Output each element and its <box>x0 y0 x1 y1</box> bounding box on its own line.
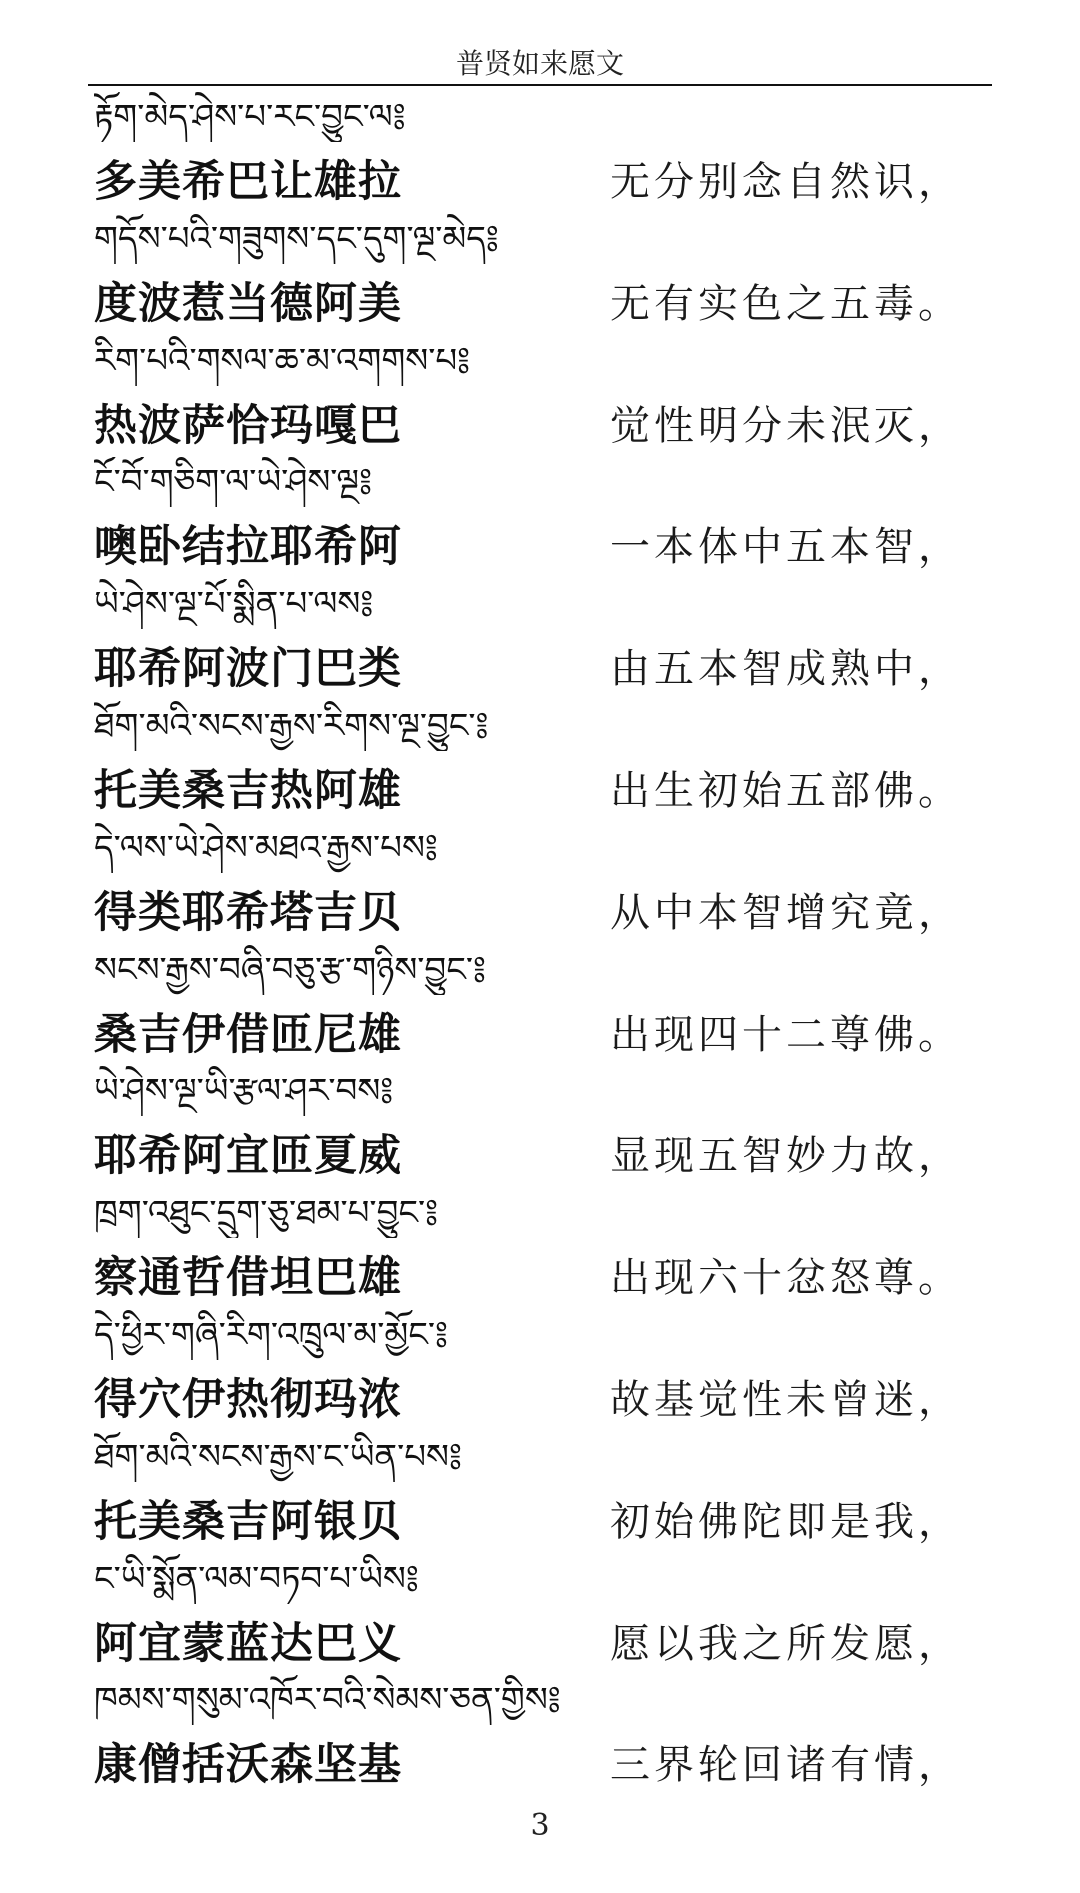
chinese-translation-line: 从中本智增究竟， <box>610 889 962 936</box>
page-header <box>88 40 992 86</box>
chinese-translation-line: 无分别念自然识， <box>610 159 962 205</box>
chinese-translation-line: 无有实色之五毒。 <box>610 280 962 327</box>
tibetan-line: ཐོག་མའི་སངས་རྒྱས་རིགས་ལྔ་བྱུང་༔ <box>94 705 489 746</box>
stanza <box>94 701 1020 823</box>
tibetan-line: ང་ཡི་སྨོན་ལམ་བཏབ་པ་ཡིས༔ <box>94 1558 419 1599</box>
transliteration-line: 噢卧结拉耶希阿 <box>94 522 402 573</box>
page-number: 3 <box>530 1808 550 1843</box>
stanza <box>94 945 1020 1067</box>
stanza <box>94 457 1020 579</box>
chinese-translation-line: 显现五智妙力故， <box>610 1133 962 1180</box>
chinese-translation-line: 愿以我之所发愿， <box>610 1620 962 1667</box>
transliteration-line: 耶希阿波门巴类 <box>94 644 402 695</box>
verse-row <box>94 1116 1020 1187</box>
page-title: 普贤如来愿文 <box>455 47 624 80</box>
chinese-translation-line: 出现四十二尊佛。 <box>610 1011 962 1058</box>
transliteration-line: 热波萨恰玛嘎巴 <box>94 400 402 451</box>
chinese-translation-line: 由五本智成熟中， <box>610 646 962 693</box>
transliteration-line: 得穴伊热彻玛浓 <box>94 1374 402 1425</box>
stanza <box>94 1188 1020 1310</box>
verse-row <box>94 1238 1020 1309</box>
transliteration-line: 托美桑吉阿银贝 <box>94 1496 402 1547</box>
tibetan-line: ངོ་བོ་གཅིག་ལ་ཡེ་ཤེས་ལྔ༔ <box>94 462 372 503</box>
verse-row <box>94 386 1020 457</box>
verse-row <box>94 995 1020 1066</box>
prayer-text <box>94 92 1020 1797</box>
verse-row <box>94 1725 1020 1796</box>
verse-row <box>94 142 1020 213</box>
chinese-translation-line: 故基觉性未曾迷， <box>610 1376 962 1423</box>
verse-row <box>94 264 1020 335</box>
verse-row <box>94 751 1020 822</box>
tibetan-line: དེ་ཕྱིར་གཞི་རིག་འཁྲུལ་མ་མྱོང་༔ <box>94 1314 448 1355</box>
transliteration-line: 桑吉伊借匝尼雄 <box>94 1009 402 1060</box>
transliteration-line: 耶希阿宜匝夏威 <box>94 1131 402 1182</box>
stanza <box>94 1310 1020 1432</box>
verse-row <box>94 629 1020 700</box>
tibetan-line: དེ་ལས་ཡེ་ཤེས་མཐའ་རྒྱས་པས༔ <box>94 827 438 868</box>
transliteration-line: 阿宜蒙蓝达巴义 <box>94 1618 402 1669</box>
stanza <box>94 336 1020 458</box>
transliteration-line: 度波惹当德阿美 <box>94 278 402 329</box>
tibetan-line: གདོས་པའི་གཟུགས་དང་དུག་ལྔ་མེད༔ <box>94 218 499 259</box>
chinese-translation-line: 初始佛陀即是我， <box>610 1498 962 1545</box>
stanza <box>94 214 1020 336</box>
stanza <box>94 1432 1020 1554</box>
transliteration-line: 托美桑吉热阿雄 <box>94 765 402 816</box>
verse-row <box>94 1360 1020 1431</box>
chinese-translation-line: 出生初始五部佛。 <box>610 767 962 814</box>
tibetan-line: ཡེ་ཤེས་ལྔ་ཡི་རྩལ་ཤར་བས༔ <box>94 1071 394 1112</box>
stanza <box>94 1675 1020 1797</box>
transliteration-line: 察通哲借坦巴雄 <box>94 1253 402 1304</box>
tibetan-line: ཡེ་ཤེས་ལྔ་པོ་སྨིན་པ་ལས༔ <box>94 584 374 625</box>
tibetan-line: ཁྲག་འཐུང་དྲུག་ཅུ་ཐམ་པ་བྱུང་༔ <box>94 1193 439 1234</box>
transliteration-line: 多美希巴让雄拉 <box>94 157 402 207</box>
transliteration-line: 康僧括沃森坚基 <box>94 1740 402 1791</box>
verse-row <box>94 1604 1020 1675</box>
verse-row <box>94 873 1020 944</box>
tibetan-line: རིག་པའི་གསལ་ཆ་མ་འགགས་པ༔ <box>94 340 471 381</box>
stanza <box>94 92 1020 214</box>
verse-row <box>94 1482 1020 1553</box>
tibetan-line: སངས་རྒྱས་བཞི་བཅུ་རྩ་གཉིས་བྱུང་༔ <box>94 949 486 990</box>
tibetan-line: ཁམས་གསུམ་འཁོར་བའི་སེམས་ཅན་གྱིས༔ <box>94 1680 561 1721</box>
tibetan-line: ཐོག་མའི་སངས་རྒྱས་ང་ཡིན་པས༔ <box>94 1436 462 1477</box>
tibetan-line: རྟོག་མེད་ཤེས་པ་རང་བྱུང་ལ༔ <box>94 97 406 137</box>
stanza <box>94 579 1020 701</box>
stanza <box>94 1066 1020 1188</box>
stanza <box>94 1554 1020 1676</box>
chinese-translation-line: 出现六十忿怒尊。 <box>610 1255 962 1302</box>
chinese-translation-line: 一本体中五本智， <box>610 524 962 571</box>
stanza <box>94 823 1020 945</box>
chinese-translation-line: 三界轮回诸有情， <box>610 1742 962 1789</box>
verse-row <box>94 507 1020 578</box>
transliteration-line: 得类耶希塔吉贝 <box>94 887 402 938</box>
chinese-translation-line: 觉性明分未泯灭， <box>610 402 962 449</box>
